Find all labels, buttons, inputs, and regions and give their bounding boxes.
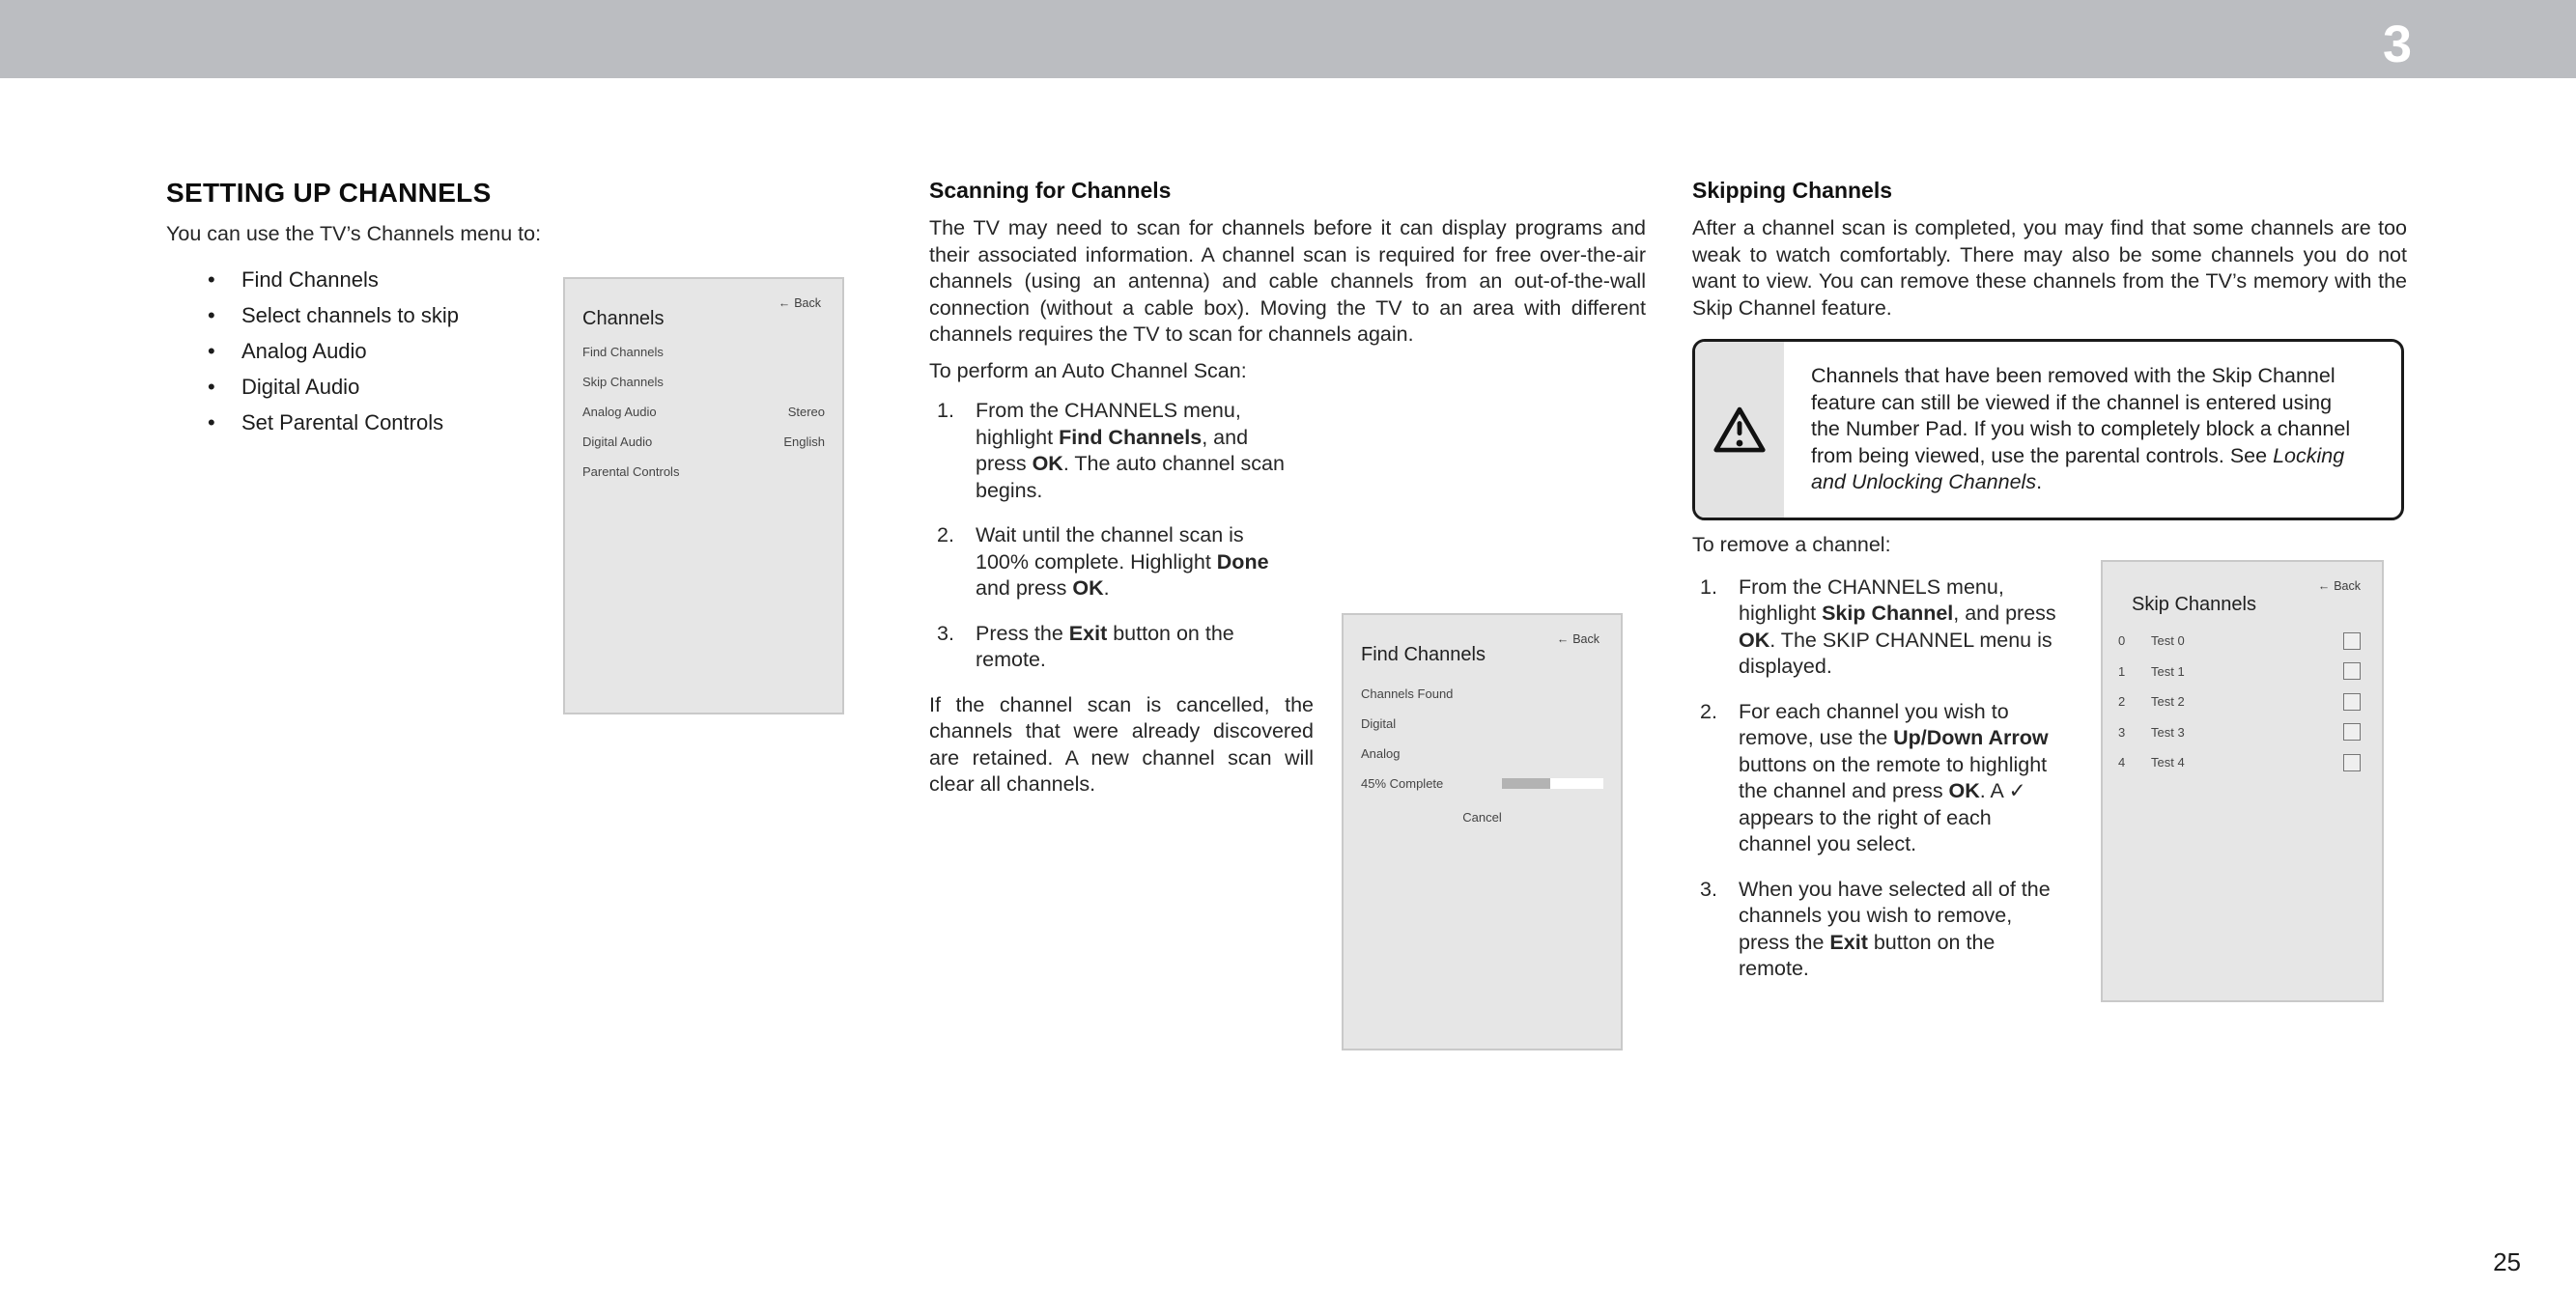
back-button[interactable]: ← Back — [778, 296, 821, 310]
warning-icon-panel — [1695, 342, 1784, 518]
menu-item-analog-audio[interactable]: Analog Audio Stereo — [582, 405, 825, 419]
scan-cancel-paragraph: If the channel scan is cancelled, the channels that were already discovered are retained. A new channel scan will clear all channels. — [929, 692, 1314, 796]
remove-channel-steps — [1692, 574, 2065, 983]
progress-bar — [1502, 778, 1603, 789]
channel-checkbox[interactable] — [2343, 754, 2361, 771]
progress-label: 45% Complete — [1361, 776, 1444, 791]
scan-progress-row — [1361, 769, 1603, 798]
list-item: • Digital Audio — [166, 375, 572, 400]
channels-menu-items — [582, 337, 825, 487]
warning-note-text: Channels that have been removed with the Skip Channel feature can still be viewed if the channel is entered using the Number Pad. If you wish to completely block a channel from being viewed, use the parental controls. See Locking and Unlocking Channels. — [1811, 364, 2351, 493]
step-item: For each channel you wish to remove, use the Up/Down Arrow buttons on the remote to highlight the channel and press OK. A ✓ appears to the right of each channel you select. — [1739, 699, 2049, 855]
page-title: SETTING UP CHANNELS — [166, 178, 492, 208]
channel-checkbox[interactable] — [2343, 693, 2361, 711]
skip-channel-row: 1 Test 1 — [2118, 657, 2361, 687]
menu-item-channels-found: Channels Found — [1361, 686, 1454, 701]
channel-checkbox[interactable] — [2343, 723, 2361, 741]
step-item: Press the Exit button on the remote. — [976, 621, 1234, 671]
find-channels-title: Find Channels — [1361, 644, 1486, 665]
page-number: 25 — [2493, 1247, 2521, 1276]
skipping-paragraph: After a channel scan is completed, you may find that some channels are too weak to watch comfortably. There may also be some channels you do not want to view. You can remove these channels from the TV’s memory with the Skip Channel feature. — [1692, 216, 2407, 320]
channel-checkbox[interactable] — [2343, 662, 2361, 680]
step-item: Wait until the channel scan is 100% complete. Highlight Done and press OK. — [976, 523, 1269, 600]
intro-paragraph: You can use the TV’s Channels menu to: — [166, 222, 542, 245]
step-item: From the CHANNELS menu, highlight Skip Channel, and press OK. The SKIP CHANNEL menu is displayed. — [1739, 574, 2056, 678]
menu-item-find-channels[interactable]: Find Channels — [582, 345, 664, 359]
channels-menu-feature-list — [166, 267, 572, 435]
section-heading-scanning: Scanning for Channels — [929, 178, 1172, 203]
back-button[interactable]: ← Back — [1557, 632, 1599, 646]
menu-item-digital: Digital — [1361, 716, 1397, 731]
step-item: From the CHANNELS menu, highlight Find Channels, and press OK. The auto channel scan begins. — [976, 399, 1285, 502]
skip-channels-title: Skip Channels — [2132, 594, 2256, 615]
menu-item-digital-audio[interactable]: Digital Audio English — [582, 434, 825, 449]
back-arrow-icon — [778, 296, 795, 310]
digital-audio-value: English — [783, 434, 825, 449]
menu-item-skip-channels[interactable]: Skip Channels — [582, 375, 664, 389]
auto-scan-lead-in: To perform an Auto Channel Scan: — [929, 358, 1247, 382]
skip-channel-row: 3 Test 3 — [2118, 717, 2361, 748]
skip-channels-rows — [2118, 626, 2361, 778]
warning-note-box — [1692, 339, 2404, 520]
scanning-paragraph: The TV may need to scan for channels before it can display programs and their associated information. A channel scan is required for free over-the-air channels (using an antenna) and cable channels from an out-of-the-wall connection (without a cable box). Moving the TV to an area with different channels requires the TV to scan for channels again. — [929, 216, 1646, 346]
skip-channels-panel — [2101, 560, 2384, 1002]
find-channels-panel — [1342, 613, 1623, 1050]
channels-menu-panel — [563, 277, 844, 714]
list-item: • Find Channels — [166, 267, 572, 293]
column-setting-up-channels — [166, 177, 572, 446]
chapter-number: 3 — [2382, 15, 2412, 73]
back-arrow-icon — [1557, 632, 1573, 646]
analog-audio-value: Stereo — [787, 405, 825, 419]
skip-channel-row: 0 Test 0 — [2118, 626, 2361, 657]
menu-item-parental-controls[interactable]: Parental Controls — [582, 464, 680, 479]
channel-checkbox[interactable] — [2343, 632, 2361, 650]
step-item: When you have selected all of the channels you wish to remove, press the Exit button on the remote. — [1739, 877, 2051, 980]
list-item: • Set Parental Controls — [166, 410, 572, 435]
warning-triangle-icon — [1713, 406, 1767, 455]
list-item: • Select channels to skip — [166, 303, 572, 328]
remove-channel-lead-in: To remove a channel: — [1692, 533, 1891, 556]
find-channels-items — [1361, 679, 1603, 832]
back-arrow-icon — [2318, 579, 2335, 593]
channels-menu-title: Channels — [582, 308, 665, 329]
skip-channel-row: 4 Test 4 — [2118, 747, 2361, 778]
skip-channel-row: 2 Test 2 — [2118, 686, 2361, 717]
list-item: • Analog Audio — [166, 339, 572, 364]
auto-scan-steps — [929, 398, 1296, 674]
cancel-button[interactable]: Cancel — [1462, 810, 1502, 825]
chapter-header-bar — [0, 0, 2576, 78]
section-heading-skipping: Skipping Channels — [1692, 178, 1893, 203]
menu-item-analog: Analog — [1361, 746, 1401, 761]
back-button[interactable]: ← Back — [2318, 579, 2361, 593]
progress-bar-fill — [1502, 778, 1550, 789]
